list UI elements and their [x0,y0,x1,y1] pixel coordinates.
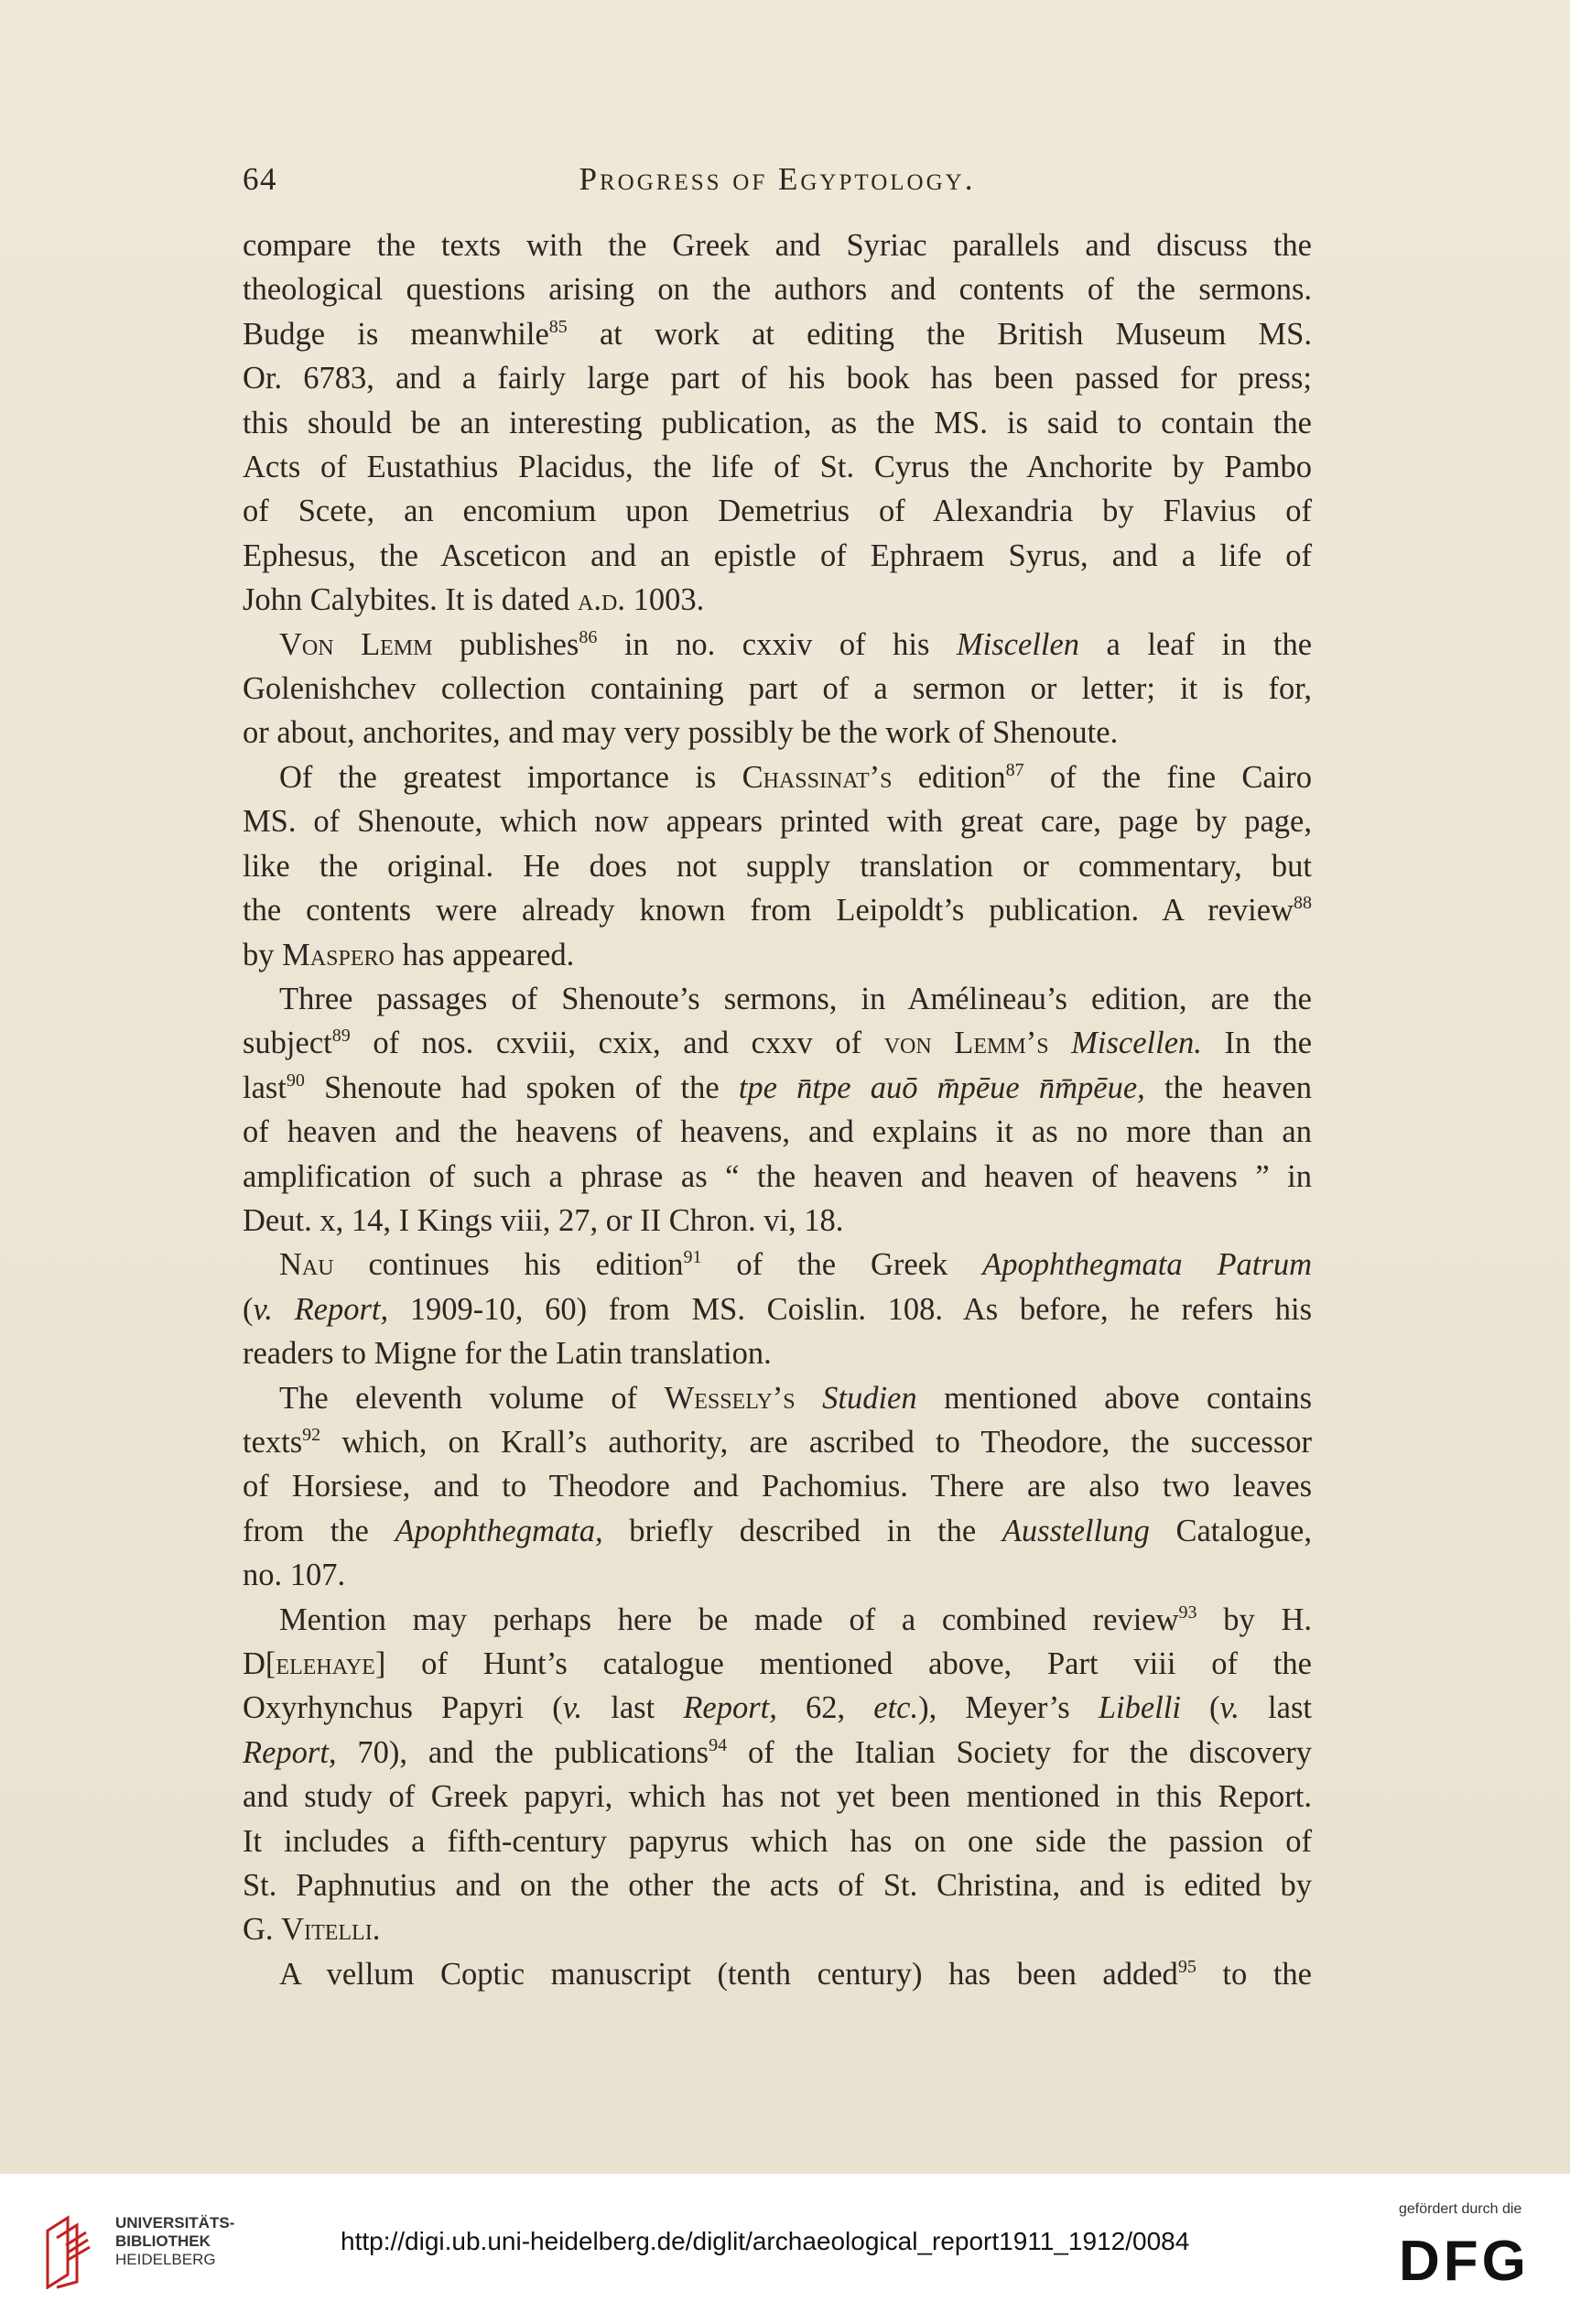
text-line: Ephesus, the Asceticon and an epistle of Ephraem Syrus, and a life of [243,538,1312,573]
text-line: Oxyrhynchus Papyri (v. last Report, 62, etc.), Meyer’s Libelli (v. last [243,1690,1312,1726]
funder-label: gefördert durch die [1399,2201,1522,2217]
text-line: Report, 70), and the publications$^{94}$ of the Italian Society for the discovery [243,1734,1313,1770]
footnote-ref: 89 [331,1026,351,1047]
footnote-ref: 87 [1005,759,1024,780]
text-line: compare the texts with the Greek and Syriac parallels and discuss the [243,228,1312,263]
footnote-ref: 86 [579,626,598,647]
page-header [243,161,1312,207]
library-logo-icon [40,2210,104,2289]
footnote-ref: 95 [1177,1956,1196,1977]
text-line: Of the greatest importance is Chassinat’s edition$^{87}$ of the fine Cairo [279,759,1313,795]
text-line: Nau continues his edition$^{91}$ of the Greek Apophthegmata Patrum [279,1247,1312,1283]
footnote-ref: 90 [286,1070,305,1091]
text-line: and study of Greek papyri, which has not yet been mentioned in this Report. [243,1779,1312,1815]
text-line: last$^{90}$ Shenoute had spoken of the tpe n̄tpe auō m̄pēue n̄m̄pēue, the heaven [243,1070,1312,1105]
text-line: amplification of such a phrase as “ the heaven and heaven of heavens ” in [243,1158,1312,1194]
text-line: Mention may perhaps here be made of a combined review$^{93}$ by H. [279,1602,1312,1637]
text-line: from the Apophthegmata, briefly described in the Ausstellung Catalogue, [243,1513,1312,1548]
text-line: of Scete, an encomium upon Demetrius of Alexandria by Flavius of [243,494,1312,529]
library-name: UNIVERSITÄTS- BIBLIOTHEK HEIDELBERG [115,2214,235,2268]
text-line: or about, anchorites, and may very possibly be the work of Shenoute. [243,715,1119,751]
running-title: Progress of Egyptology. [579,161,976,197]
text-line: Golenishchev collection containing part of a sermon or letter; it is for, [243,671,1312,707]
text-line: readers to Migne for the Latin translation. [243,1336,772,1372]
text-line: theological questions arising on the authors and contents of the sermons. [243,272,1312,308]
text-line: Acts of Eustathius Placidus, the life of St. Cyrus the Anchorite by Pambo [243,450,1312,485]
text-line: MS. of Shenoute, which now appears printed with great care, page by page, [243,804,1312,840]
footnote-ref: 91 [683,1247,702,1268]
permalink-url[interactable]: http://digi.ub.uni-heidelberg.de/diglit/archaeological_report1911_1912/0084 [341,2227,1190,2255]
text-line: It includes a fifth-century papyrus which has on one side the passion of [243,1823,1312,1859]
body-text [243,223,1312,1996]
text-line: Budge is meanwhile$^{85}$ at work at editing the British Museum MS. [243,316,1312,352]
text-line: of Horsiese, and to Theodore and Pachomius. There are also two leaves [243,1469,1312,1504]
text-line: Deut. x, 14, I Kings viii, 27, or II Chron. vi, 18. [243,1202,844,1238]
text-line: The eleventh volume of Wessely’s Studien mentioned above contains [279,1380,1313,1416]
text-line: A vellum Coptic manuscript (tenth century) has been added$^{95}$ to the [279,1956,1312,1992]
text-line: John Calybites. It is dated a.d. 1003. [243,582,705,618]
footnote-ref: 92 [302,1424,321,1445]
text-line: G. Vitelli. [243,1912,381,1948]
text-line: (v. Report, 1909-10, 60) from MS. Coislin. 108. As before, he refers his [243,1291,1312,1327]
footnote-ref: 94 [709,1734,728,1755]
text-line: no. 107. [243,1558,346,1593]
text-line: like the original. He does not supply translation or commentary, but [243,848,1312,884]
text-line: Three passages of Shenoute’s sermons, in Amélineau’s edition, are the [279,981,1312,1016]
text-line: subject$^{89}$ of nos. cxviii, cxix, and cxxv of von Lemm’s Miscellen. In the [243,1026,1313,1061]
text-line: St. Paphnutius and on the other the acts of St. Christina, and is edited by [243,1868,1312,1904]
footnote-ref: 88 [1294,893,1312,914]
text-line: of heaven and the heavens of heavens, and explains it as no more than an [243,1114,1312,1150]
footnote-ref: 93 [1178,1602,1197,1623]
text-line: by Maspero has appeared. [243,937,575,972]
text-line: the contents were already known from Leipoldt’s publication. A review$^{88}$ [243,893,1312,929]
text-line: Or. 6783, and a fairly large part of his book has been passed for press; [243,361,1312,396]
footnote-ref: 85 [548,316,568,337]
text-line: Von Lemm publishes$^{86}$ in no. cxxiv of his Miscellen a leaf in the [279,626,1313,662]
page-number: 64 [243,161,277,197]
dfg-logo: DFG [1399,2230,1530,2293]
viewer-footer [0,2174,1570,2324]
text-line: this should be an interesting publication, as the MS. is said to contain the [243,405,1312,440]
text-line: texts$^{92}$ which, on Krall’s authority, are ascribed to Theodore, the successor [243,1424,1312,1460]
text-line: D[elehaye] of Hunt’s catalogue mentioned above, Part viii of the [243,1646,1312,1681]
